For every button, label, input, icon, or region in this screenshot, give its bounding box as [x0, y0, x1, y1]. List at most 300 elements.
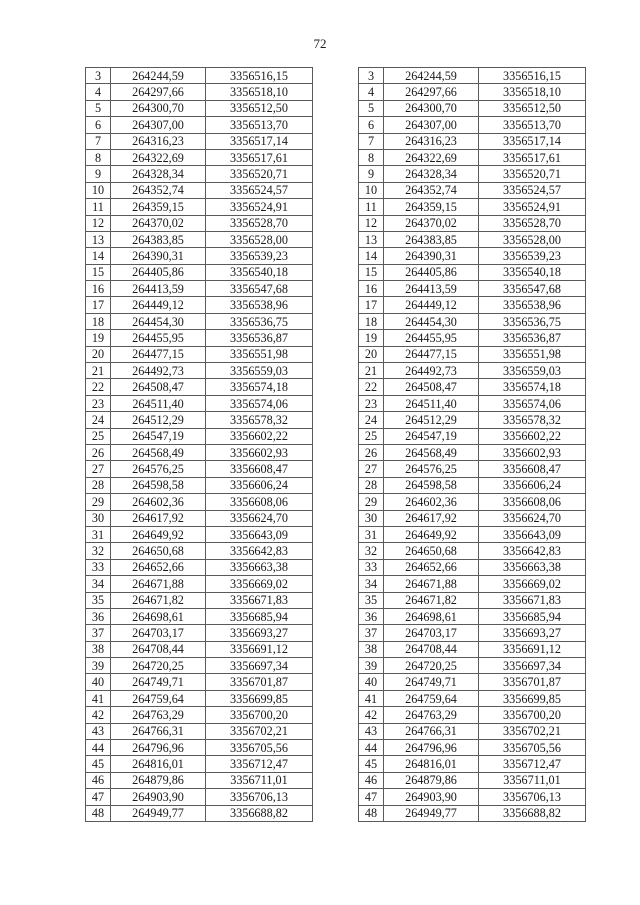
- x-coordinate-cell: 264749,71: [111, 674, 206, 690]
- x-coordinate-cell: 264652,66: [384, 559, 479, 575]
- x-coordinate-cell: 264617,92: [111, 510, 206, 526]
- table-row: [359, 658, 586, 674]
- point-number-cell: 7: [359, 133, 384, 149]
- x-coordinate-cell: 264244,59: [111, 68, 206, 84]
- y-coordinate-cell: 3356538,96: [206, 297, 313, 313]
- y-coordinate-cell: 3356517,61: [206, 149, 313, 165]
- table-row: [86, 379, 313, 395]
- table-row: [359, 576, 586, 592]
- point-number-cell: 34: [86, 576, 111, 592]
- x-coordinate-cell: 264879,86: [384, 772, 479, 788]
- table-row: [86, 248, 313, 264]
- x-coordinate-cell: 264322,69: [111, 149, 206, 165]
- table-row: [86, 625, 313, 641]
- y-coordinate-cell: 3356574,06: [479, 395, 586, 411]
- table-row: [359, 117, 586, 133]
- table-row: [86, 313, 313, 329]
- y-coordinate-cell: 3356574,18: [206, 379, 313, 395]
- point-number-cell: 46: [359, 772, 384, 788]
- table-row: [359, 461, 586, 477]
- table-row: [359, 772, 586, 788]
- point-number-cell: 26: [359, 444, 384, 460]
- point-number-cell: 9: [359, 166, 384, 182]
- x-coordinate-cell: 264602,36: [111, 494, 206, 510]
- point-number-cell: 46: [86, 772, 111, 788]
- y-coordinate-cell: 3356697,34: [206, 658, 313, 674]
- table-row: [86, 690, 313, 706]
- table-row: [86, 395, 313, 411]
- x-coordinate-cell: 264454,30: [384, 313, 479, 329]
- point-number-cell: 39: [359, 658, 384, 674]
- y-coordinate-cell: 3356536,87: [206, 330, 313, 346]
- coordinates-table-right: [358, 67, 586, 822]
- y-coordinate-cell: 3356524,91: [206, 199, 313, 215]
- point-number-cell: 38: [86, 641, 111, 657]
- x-coordinate-cell: 264383,85: [111, 231, 206, 247]
- table-row: [86, 494, 313, 510]
- x-coordinate-cell: 264698,61: [384, 608, 479, 624]
- table-row: [86, 412, 313, 428]
- point-number-cell: 3: [359, 68, 384, 84]
- point-number-cell: 15: [359, 264, 384, 280]
- table-row: [86, 281, 313, 297]
- y-coordinate-cell: 3356516,15: [206, 68, 313, 84]
- table-row: [359, 805, 586, 821]
- point-number-cell: 33: [359, 559, 384, 575]
- x-coordinate-cell: 264576,25: [384, 461, 479, 477]
- y-coordinate-cell: 3356608,06: [479, 494, 586, 510]
- x-coordinate-cell: 264511,40: [111, 395, 206, 411]
- point-number-cell: 25: [86, 428, 111, 444]
- x-coordinate-cell: 264449,12: [384, 297, 479, 313]
- table-row: [359, 723, 586, 739]
- x-coordinate-cell: 264720,25: [384, 658, 479, 674]
- table-row: [359, 379, 586, 395]
- point-number-cell: 32: [359, 543, 384, 559]
- x-coordinate-cell: 264307,00: [384, 117, 479, 133]
- table-row: [86, 363, 313, 379]
- point-number-cell: 48: [359, 805, 384, 821]
- table-row: [86, 264, 313, 280]
- point-number-cell: 27: [86, 461, 111, 477]
- y-coordinate-cell: 3356524,91: [479, 199, 586, 215]
- x-coordinate-cell: 264568,49: [111, 444, 206, 460]
- y-coordinate-cell: 3356685,94: [206, 608, 313, 624]
- x-coordinate-cell: 264602,36: [384, 494, 479, 510]
- point-number-cell: 40: [359, 674, 384, 690]
- x-coordinate-cell: 264405,86: [111, 264, 206, 280]
- table-row: [359, 215, 586, 231]
- point-number-cell: 6: [86, 117, 111, 133]
- y-coordinate-cell: 3356608,47: [206, 461, 313, 477]
- y-coordinate-cell: 3356697,34: [479, 658, 586, 674]
- x-coordinate-cell: 264759,64: [111, 690, 206, 706]
- y-coordinate-cell: 3356671,83: [206, 592, 313, 608]
- point-number-cell: 28: [359, 477, 384, 493]
- table-row: [359, 313, 586, 329]
- table-row: [86, 84, 313, 100]
- table-row: [359, 182, 586, 198]
- point-number-cell: 14: [359, 248, 384, 264]
- point-number-cell: 29: [86, 494, 111, 510]
- x-coordinate-cell: 264671,82: [384, 592, 479, 608]
- y-coordinate-cell: 3356606,24: [206, 477, 313, 493]
- y-coordinate-cell: 3356518,10: [479, 84, 586, 100]
- x-coordinate-cell: 264322,69: [384, 149, 479, 165]
- point-number-cell: 42: [86, 707, 111, 723]
- table-row: [86, 346, 313, 362]
- table-row: [86, 543, 313, 559]
- table-row: [359, 526, 586, 542]
- x-coordinate-cell: 264413,59: [111, 281, 206, 297]
- point-number-cell: 22: [86, 379, 111, 395]
- point-number-cell: 4: [86, 84, 111, 100]
- point-number-cell: 13: [359, 231, 384, 247]
- y-coordinate-cell: 3356547,68: [479, 281, 586, 297]
- y-coordinate-cell: 3356712,47: [479, 756, 586, 772]
- table-row: [359, 543, 586, 559]
- point-number-cell: 8: [86, 149, 111, 165]
- table-row: [359, 641, 586, 657]
- point-number-cell: 37: [86, 625, 111, 641]
- table-row: [359, 477, 586, 493]
- point-number-cell: 6: [359, 117, 384, 133]
- y-coordinate-cell: 3356691,12: [479, 641, 586, 657]
- y-coordinate-cell: 3356669,02: [206, 576, 313, 592]
- coordinates-table-body: [359, 68, 586, 822]
- table-row: [86, 526, 313, 542]
- y-coordinate-cell: 3356516,15: [479, 68, 586, 84]
- point-number-cell: 31: [359, 526, 384, 542]
- point-number-cell: 40: [86, 674, 111, 690]
- x-coordinate-cell: 264763,29: [384, 707, 479, 723]
- table-row: [359, 428, 586, 444]
- point-number-cell: 9: [86, 166, 111, 182]
- table-row: [359, 68, 586, 84]
- y-coordinate-cell: 3356578,32: [479, 412, 586, 428]
- point-number-cell: 15: [86, 264, 111, 280]
- table-row: [359, 789, 586, 805]
- y-coordinate-cell: 3356701,87: [479, 674, 586, 690]
- y-coordinate-cell: 3356643,09: [479, 526, 586, 542]
- table-row: [86, 133, 313, 149]
- x-coordinate-cell: 264816,01: [384, 756, 479, 772]
- point-number-cell: 33: [86, 559, 111, 575]
- y-coordinate-cell: 3356518,10: [206, 84, 313, 100]
- x-coordinate-cell: 264511,40: [384, 395, 479, 411]
- y-coordinate-cell: 3356602,22: [479, 428, 586, 444]
- y-coordinate-cell: 3356642,83: [206, 543, 313, 559]
- y-coordinate-cell: 3356528,00: [206, 231, 313, 247]
- y-coordinate-cell: 3356513,70: [206, 117, 313, 133]
- x-coordinate-cell: 264383,85: [384, 231, 479, 247]
- coordinates-table-left: [85, 67, 313, 822]
- table-row: [359, 412, 586, 428]
- y-coordinate-cell: 3356663,38: [479, 559, 586, 575]
- y-coordinate-cell: 3356513,70: [479, 117, 586, 133]
- x-coordinate-cell: 264547,19: [111, 428, 206, 444]
- y-coordinate-cell: 3356608,47: [479, 461, 586, 477]
- point-number-cell: 43: [86, 723, 111, 739]
- table-row: [359, 330, 586, 346]
- x-coordinate-cell: 264703,17: [111, 625, 206, 641]
- point-number-cell: 35: [359, 592, 384, 608]
- x-coordinate-cell: 264949,77: [384, 805, 479, 821]
- x-coordinate-cell: 264796,96: [111, 740, 206, 756]
- table-row: [86, 100, 313, 116]
- y-coordinate-cell: 3356602,22: [206, 428, 313, 444]
- y-coordinate-cell: 3356688,82: [479, 805, 586, 821]
- point-number-cell: 10: [86, 182, 111, 198]
- point-number-cell: 19: [86, 330, 111, 346]
- table-row: [86, 182, 313, 198]
- y-coordinate-cell: 3356699,85: [206, 690, 313, 706]
- y-coordinate-cell: 3356711,01: [479, 772, 586, 788]
- point-number-cell: 24: [359, 412, 384, 428]
- table-row: [359, 100, 586, 116]
- table-row: [86, 68, 313, 84]
- point-number-cell: 29: [359, 494, 384, 510]
- point-number-cell: 48: [86, 805, 111, 821]
- x-coordinate-cell: 264359,15: [111, 199, 206, 215]
- x-coordinate-cell: 264816,01: [111, 756, 206, 772]
- x-coordinate-cell: 264949,77: [111, 805, 206, 821]
- y-coordinate-cell: 3356536,87: [479, 330, 586, 346]
- x-coordinate-cell: 264244,59: [384, 68, 479, 84]
- x-coordinate-cell: 264307,00: [111, 117, 206, 133]
- y-coordinate-cell: 3356536,75: [479, 313, 586, 329]
- table-row: [359, 592, 586, 608]
- x-coordinate-cell: 264390,31: [384, 248, 479, 264]
- point-number-cell: 26: [86, 444, 111, 460]
- y-coordinate-cell: 3356685,94: [479, 608, 586, 624]
- x-coordinate-cell: 264598,58: [384, 477, 479, 493]
- y-coordinate-cell: 3356642,83: [479, 543, 586, 559]
- point-number-cell: 23: [359, 395, 384, 411]
- y-coordinate-cell: 3356539,23: [479, 248, 586, 264]
- x-coordinate-cell: 264598,58: [111, 477, 206, 493]
- y-coordinate-cell: 3356688,82: [206, 805, 313, 821]
- x-coordinate-cell: 264300,70: [384, 100, 479, 116]
- table-row: [86, 166, 313, 182]
- y-coordinate-cell: 3356512,50: [206, 100, 313, 116]
- point-number-cell: 34: [359, 576, 384, 592]
- point-number-cell: 18: [86, 313, 111, 329]
- table-row: [86, 740, 313, 756]
- table-row: [359, 559, 586, 575]
- y-coordinate-cell: 3356512,50: [479, 100, 586, 116]
- table-row: [359, 444, 586, 460]
- y-coordinate-cell: 3356700,20: [206, 707, 313, 723]
- point-number-cell: 16: [86, 281, 111, 297]
- y-coordinate-cell: 3356559,03: [479, 363, 586, 379]
- x-coordinate-cell: 264763,29: [111, 707, 206, 723]
- table-row: [86, 428, 313, 444]
- point-number-cell: 45: [359, 756, 384, 772]
- x-coordinate-cell: 264297,66: [111, 84, 206, 100]
- x-coordinate-cell: 264796,96: [384, 740, 479, 756]
- point-number-cell: 5: [86, 100, 111, 116]
- table-row: [86, 658, 313, 674]
- y-coordinate-cell: 3356539,23: [206, 248, 313, 264]
- y-coordinate-cell: 3356712,47: [206, 756, 313, 772]
- x-coordinate-cell: 264492,73: [111, 363, 206, 379]
- point-number-cell: 18: [359, 313, 384, 329]
- x-coordinate-cell: 264390,31: [111, 248, 206, 264]
- y-coordinate-cell: 3356517,61: [479, 149, 586, 165]
- x-coordinate-cell: 264352,74: [111, 182, 206, 198]
- point-number-cell: 11: [86, 199, 111, 215]
- x-coordinate-cell: 264650,68: [384, 543, 479, 559]
- point-number-cell: 3: [86, 68, 111, 84]
- x-coordinate-cell: 264708,44: [111, 641, 206, 657]
- table-row: [359, 707, 586, 723]
- y-coordinate-cell: 3356536,75: [206, 313, 313, 329]
- x-coordinate-cell: 264766,31: [384, 723, 479, 739]
- table-row: [86, 461, 313, 477]
- x-coordinate-cell: 264650,68: [111, 543, 206, 559]
- y-coordinate-cell: 3356602,93: [206, 444, 313, 460]
- point-number-cell: 10: [359, 182, 384, 198]
- y-coordinate-cell: 3356700,20: [479, 707, 586, 723]
- x-coordinate-cell: 264547,19: [384, 428, 479, 444]
- point-number-cell: 5: [359, 100, 384, 116]
- x-coordinate-cell: 264352,74: [384, 182, 479, 198]
- table-row: [86, 297, 313, 313]
- point-number-cell: 44: [86, 740, 111, 756]
- point-number-cell: 17: [359, 297, 384, 313]
- y-coordinate-cell: 3356693,27: [479, 625, 586, 641]
- table-row: [86, 477, 313, 493]
- point-number-cell: 11: [359, 199, 384, 215]
- y-coordinate-cell: 3356520,71: [479, 166, 586, 182]
- table-row: [86, 608, 313, 624]
- point-number-cell: 4: [359, 84, 384, 100]
- table-row: [359, 281, 586, 297]
- y-coordinate-cell: 3356528,00: [479, 231, 586, 247]
- table-row: [86, 592, 313, 608]
- table-row: [86, 789, 313, 805]
- point-number-cell: 37: [359, 625, 384, 641]
- point-number-cell: 25: [359, 428, 384, 444]
- table-row: [359, 494, 586, 510]
- table-row: [359, 756, 586, 772]
- y-coordinate-cell: 3356608,06: [206, 494, 313, 510]
- table-row: [359, 166, 586, 182]
- x-coordinate-cell: 264300,70: [111, 100, 206, 116]
- y-coordinate-cell: 3356624,70: [479, 510, 586, 526]
- table-row: [86, 330, 313, 346]
- y-coordinate-cell: 3356701,87: [206, 674, 313, 690]
- table-row: [359, 264, 586, 280]
- x-coordinate-cell: 264766,31: [111, 723, 206, 739]
- table-row: [86, 772, 313, 788]
- table-row: [359, 346, 586, 362]
- table-row: [359, 149, 586, 165]
- x-coordinate-cell: 264359,15: [384, 199, 479, 215]
- point-number-cell: 45: [86, 756, 111, 772]
- x-coordinate-cell: 264703,17: [384, 625, 479, 641]
- point-number-cell: 43: [359, 723, 384, 739]
- x-coordinate-cell: 264879,86: [111, 772, 206, 788]
- point-number-cell: 22: [359, 379, 384, 395]
- table-row: [86, 215, 313, 231]
- point-number-cell: 41: [86, 690, 111, 706]
- x-coordinate-cell: 264671,88: [384, 576, 479, 592]
- table-row: [86, 576, 313, 592]
- x-coordinate-cell: 264568,49: [384, 444, 479, 460]
- table-row: [359, 84, 586, 100]
- table-row: [359, 674, 586, 690]
- point-number-cell: 23: [86, 395, 111, 411]
- point-number-cell: 44: [359, 740, 384, 756]
- y-coordinate-cell: 3356559,03: [206, 363, 313, 379]
- x-coordinate-cell: 264671,88: [111, 576, 206, 592]
- table-row: [86, 641, 313, 657]
- x-coordinate-cell: 264708,44: [384, 641, 479, 657]
- point-number-cell: 35: [86, 592, 111, 608]
- table-row: [359, 248, 586, 264]
- x-coordinate-cell: 264617,92: [384, 510, 479, 526]
- point-number-cell: 39: [86, 658, 111, 674]
- y-coordinate-cell: 3356705,56: [206, 740, 313, 756]
- table-row: [86, 149, 313, 165]
- y-coordinate-cell: 3356540,18: [479, 264, 586, 280]
- y-coordinate-cell: 3356524,57: [479, 182, 586, 198]
- table-row: [359, 297, 586, 313]
- x-coordinate-cell: 264508,47: [384, 379, 479, 395]
- point-number-cell: 42: [359, 707, 384, 723]
- x-coordinate-cell: 264492,73: [384, 363, 479, 379]
- page-number: 72: [313, 36, 327, 51]
- y-coordinate-cell: 3356574,06: [206, 395, 313, 411]
- y-coordinate-cell: 3356524,57: [206, 182, 313, 198]
- y-coordinate-cell: 3356643,09: [206, 526, 313, 542]
- y-coordinate-cell: 3356540,18: [206, 264, 313, 280]
- x-coordinate-cell: 264671,82: [111, 592, 206, 608]
- point-number-cell: 17: [86, 297, 111, 313]
- table-row: [86, 117, 313, 133]
- x-coordinate-cell: 264370,02: [384, 215, 479, 231]
- point-number-cell: 41: [359, 690, 384, 706]
- x-coordinate-cell: 264454,30: [111, 313, 206, 329]
- y-coordinate-cell: 3356702,21: [479, 723, 586, 739]
- table-row: [86, 231, 313, 247]
- table-row: [86, 510, 313, 526]
- point-number-cell: 36: [359, 608, 384, 624]
- y-coordinate-cell: 3356574,18: [479, 379, 586, 395]
- x-coordinate-cell: 264328,34: [384, 166, 479, 182]
- point-number-cell: 8: [359, 149, 384, 165]
- x-coordinate-cell: 264649,92: [384, 526, 479, 542]
- point-number-cell: 12: [86, 215, 111, 231]
- x-coordinate-cell: 264455,95: [384, 330, 479, 346]
- point-number-cell: 47: [86, 789, 111, 805]
- point-number-cell: 19: [359, 330, 384, 346]
- point-number-cell: 21: [359, 363, 384, 379]
- x-coordinate-cell: 264508,47: [111, 379, 206, 395]
- x-coordinate-cell: 264720,25: [111, 658, 206, 674]
- y-coordinate-cell: 3356551,98: [479, 346, 586, 362]
- point-number-cell: 28: [86, 477, 111, 493]
- y-coordinate-cell: 3356702,21: [206, 723, 313, 739]
- x-coordinate-cell: 264903,90: [384, 789, 479, 805]
- x-coordinate-cell: 264455,95: [111, 330, 206, 346]
- table-row: [86, 559, 313, 575]
- x-coordinate-cell: 264328,34: [111, 166, 206, 182]
- point-number-cell: 36: [86, 608, 111, 624]
- table-row: [359, 608, 586, 624]
